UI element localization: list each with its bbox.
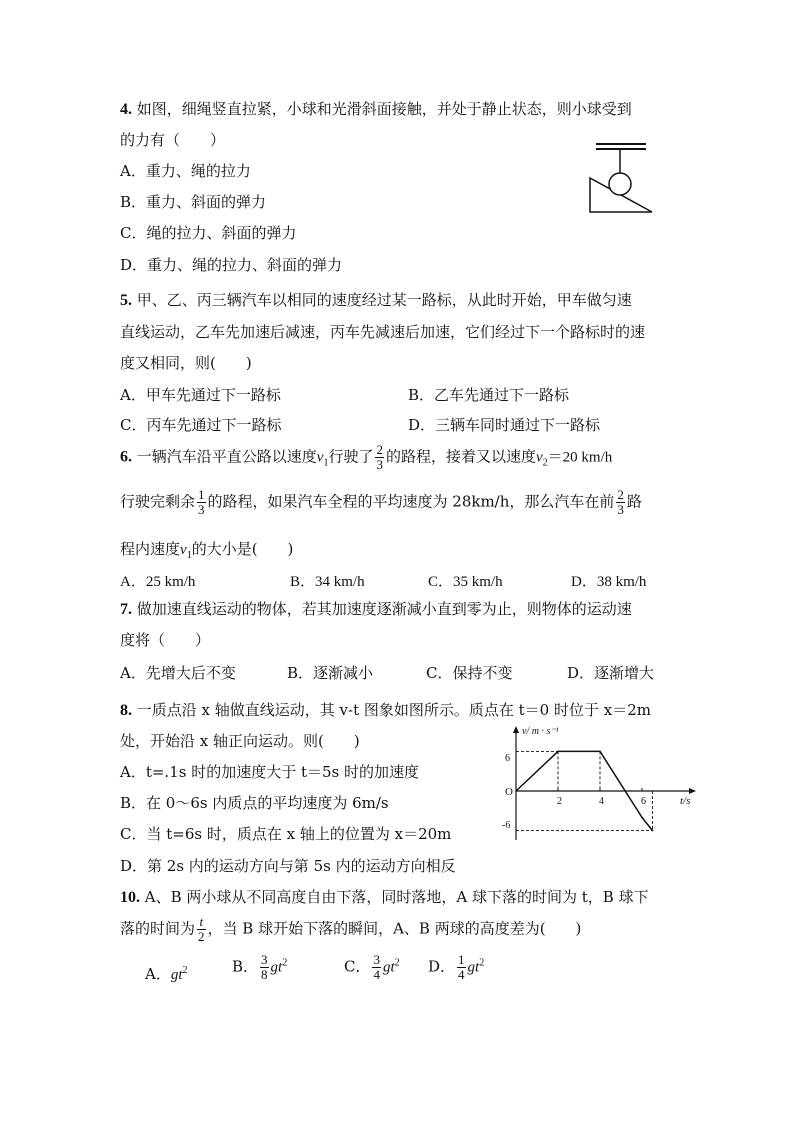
q6-option-d: D．38 km/h: [571, 574, 647, 590]
option-coef: [260, 953, 269, 982]
q6-text-d: ＝20 km/h: [547, 449, 613, 466]
option-expr: gt: [270, 959, 283, 976]
q5-option-b: B．乙车先通过下一路标: [408, 386, 570, 404]
v1-symbol-2: v: [180, 542, 187, 558]
frac-den: 3: [376, 457, 383, 472]
q6-option-b: B．34 km/h: [290, 574, 365, 590]
v1-symbol: v: [316, 449, 324, 466]
q6-text-b: 行驶了: [328, 447, 374, 466]
q7-number: 7.: [120, 601, 132, 618]
v1-subscript: 1: [323, 457, 329, 469]
q10-line1: [120, 886, 649, 907]
q6-text-a: 一辆汽车沿平直公路以速度: [136, 447, 317, 466]
q10-option-b: [232, 953, 287, 982]
option-sup: 2: [479, 957, 485, 969]
q8-option-d: D．第 2s 内的运动方向与第 5s 内的运动方向相反: [120, 857, 456, 875]
fraction-one-third: [197, 488, 206, 517]
y-axis-arrow: [513, 726, 519, 733]
q6-text-f: 的路程，如果汽车全程的平均速度为 28km/h，那么汽车在前: [207, 492, 615, 511]
q5-stem-line3: 度又相同，则( ): [120, 354, 252, 372]
xtick-label-4: 4: [599, 796, 604, 807]
q7-option-a: A．先增大后不变: [120, 664, 236, 682]
frac-num: t: [197, 915, 206, 930]
q10-option-a: [145, 963, 188, 984]
q10-stem-line1: A、B 两小球从不同高度自由下落，同时落地，A 球下落的时间为 t，B 球下: [144, 888, 649, 906]
q4-option-c: C．绳的拉力、斜面的弹力: [120, 224, 297, 242]
x-axis-label: t/s: [680, 795, 691, 807]
q5-option-c: C．丙车先通过下一路标: [120, 416, 282, 434]
q6-text-i: 的大小是( ): [191, 540, 294, 558]
q5-option-a: A．甲车先通过下一路标: [120, 386, 281, 404]
q6-option-a: A．25 km/h: [120, 574, 196, 590]
q6-text-g: 路: [626, 492, 642, 511]
option-expr: gt: [467, 959, 480, 976]
q5-stem-line1: 甲、乙、丙三辆汽车以相同的速度经过某一路标，从此时开始，甲车做匀速: [136, 291, 632, 309]
data-point: [515, 790, 517, 792]
ytick-pos-label: 6: [505, 753, 510, 764]
q4-stem-line2: 的力有（ ）: [120, 131, 226, 149]
q6-text-h: 程内速度: [120, 540, 181, 558]
frac-num: 2: [376, 442, 383, 457]
frac-den: 3: [617, 502, 624, 517]
q5-option-d: D．三辆车同时通过下一路标: [408, 416, 601, 434]
frac-den: 3: [198, 502, 205, 517]
q5-number: 5.: [120, 292, 132, 309]
q8-option-c: C．当 t=6s 时，质点在 x 轴上的位置为 x＝20m: [120, 825, 452, 843]
q10-text-a: 落的时间为: [120, 919, 196, 938]
ytick-neg-label: -6: [502, 820, 511, 831]
q7-stem-line1: 做加速直线运动的物体，若其加速度逐渐减小直到零为止，则物体的运动速: [136, 600, 632, 618]
q8-option-b: B．在 0～6s 内质点的平均速度为 6m/s: [120, 794, 389, 812]
frac-num: 1: [198, 487, 205, 502]
q6-line2: [120, 488, 642, 517]
option-label: D．: [428, 957, 456, 976]
q10-option-c: [344, 953, 400, 982]
data-point: [557, 751, 559, 753]
q7-stem-line2: 度将（ ）: [120, 631, 211, 649]
q6-line1: [120, 443, 612, 472]
data-point: [599, 751, 601, 753]
q7-option-b: B．逐渐减小: [287, 664, 374, 682]
frac-den: 4: [458, 967, 465, 982]
option-sup: 2: [282, 957, 288, 969]
q4-figure: [584, 140, 656, 216]
option-label: A．: [145, 965, 171, 983]
x-axis-arrow: [689, 788, 696, 794]
option-coef: [457, 953, 466, 982]
q10-number: 10.: [120, 889, 140, 906]
q6-text-e: 行驶完剩余: [120, 492, 196, 511]
origin-label: O: [505, 786, 513, 798]
y-axis-label: v/ m · s⁻¹: [522, 726, 559, 737]
q10-option-d: [428, 953, 484, 982]
q8-number: 8.: [120, 702, 132, 719]
q4-option-b: B．重力、斜面的弹力: [120, 193, 267, 211]
v1-subscript-2: 1: [186, 550, 192, 561]
v2-symbol: v: [536, 449, 543, 466]
option-expr: gt: [170, 967, 183, 983]
q8-line1: [120, 699, 651, 720]
data-point: [652, 830, 654, 832]
q8-stem-line2: 处，开始沿 x 轴正向运动。则( ): [120, 732, 360, 750]
q10-text-b: ，当 B 球开始下落的瞬间，A、B 两球的高度差为( ): [207, 919, 582, 938]
vt-graph: [496, 724, 702, 844]
frac-den: 4: [373, 967, 380, 982]
ball: [609, 173, 631, 195]
q10-line2: [120, 915, 581, 944]
q5-stem-line2: 直线运动，乙车先加速后减速，丙车先减速后加速，它们经过下一个路标时的速: [120, 323, 646, 341]
q4-number: 4.: [120, 101, 132, 118]
q4-line1: [120, 98, 632, 119]
q7-option-c: C．保持不变: [426, 664, 513, 682]
frac-num: 3: [373, 952, 380, 967]
q7-line1: [120, 598, 632, 619]
data-point: [641, 817, 643, 819]
q6-option-c: C．35 km/h: [428, 574, 503, 590]
q8-option-a: A．t=.1s 时的加速度大于 t＝5s 时的加速度: [120, 763, 420, 781]
v2-subscript: 2: [542, 457, 548, 469]
q5-line1: [120, 289, 632, 310]
q6-text-c: 的路程，接着又以速度: [385, 447, 536, 466]
option-sup: 2: [182, 965, 188, 976]
frac-den: 2: [198, 929, 205, 944]
fraction-t-over-2: [197, 915, 206, 944]
option-sup: 2: [394, 957, 400, 969]
fraction-two-thirds: [375, 443, 384, 472]
option-label: B．: [232, 957, 259, 976]
q8-stem-line1: 一质点沿 x 轴做直线运动，其 v-t 图象如图所示。质点在 t＝0 时位于 x＝2m: [136, 701, 651, 719]
q4-stem-line1: 如图，细绳竖直拉紧，小球和光滑斜面接触，并处于静止状态，则小球受到: [136, 100, 632, 118]
frac-num: 1: [458, 952, 465, 967]
frac-den: 8: [261, 967, 268, 982]
option-expr: gt: [382, 959, 395, 976]
q7-option-d: D．逐渐增大: [567, 664, 655, 682]
fraction-two-thirds-2: [616, 488, 625, 517]
q6-number: 6.: [120, 448, 132, 466]
option-coef: [372, 953, 381, 982]
q4-option-d: D．重力、绳的拉力、斜面的弹力: [120, 256, 343, 274]
q4-option-a: A．重力、绳的拉力: [120, 162, 251, 180]
option-label: C．: [344, 957, 371, 976]
xtick-label-2: 2: [557, 796, 562, 807]
q6-line3: [120, 538, 293, 561]
xtick-label-6: 6: [641, 796, 646, 807]
frac-num: 2: [617, 487, 624, 502]
frac-num: 3: [261, 952, 268, 967]
